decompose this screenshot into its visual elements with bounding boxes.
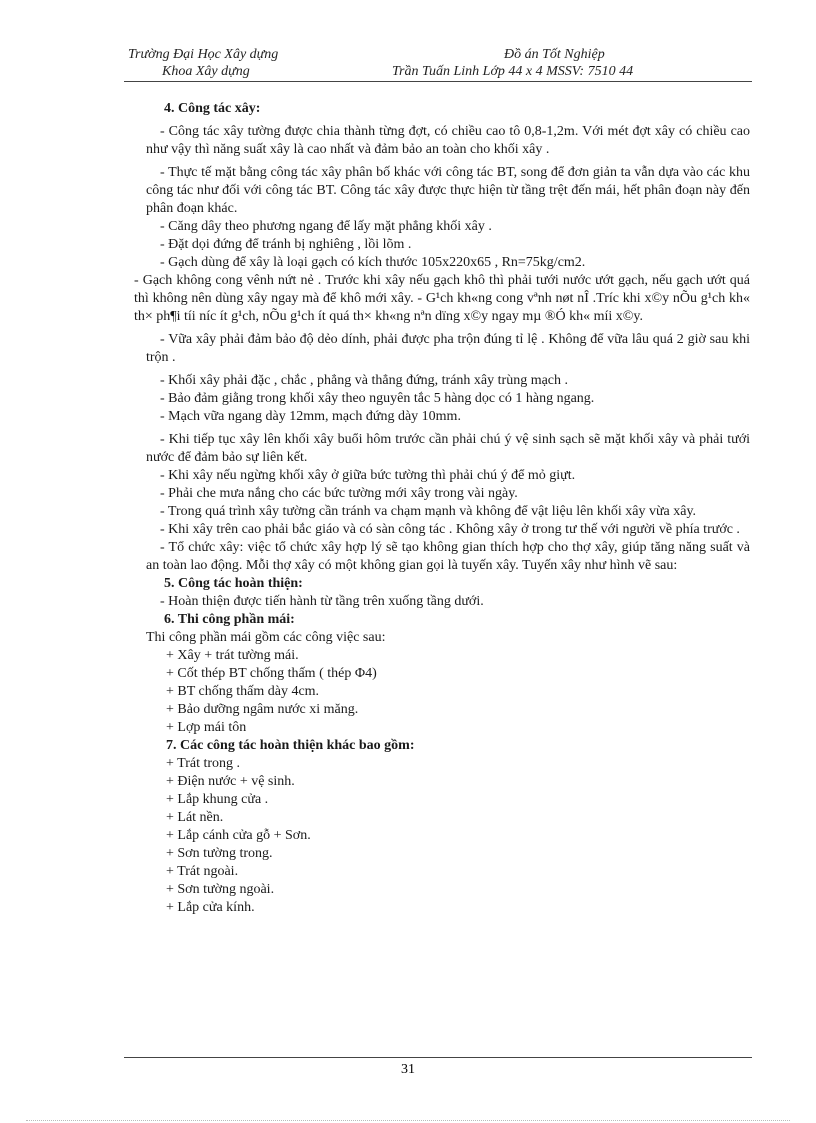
page-edge-divider xyxy=(26,1120,790,1121)
document-body xyxy=(134,100,750,917)
paragraph: - Công tác xây tường được chia thành từng đợt, có chiều cao tô 0,8-1,2m. Với mét đợt xây có chiều cao như vậy thì năng suất xây là cao nhất và đảm bảo an toàn cho khối xây . xyxy=(146,124,750,157)
paragraph: - Khi tiếp tục xây lên khối xây buổi hôm trước cần phải chú ý vệ sinh sạch sẽ mặt khối xây và phải tưới nước để đảm bảo sự liên kết. xyxy=(146,432,750,465)
paragraph: - Vữa xây phải đảm bảo độ dẻo dính, phải được pha trộn đúng tỉ lệ . Không để vữa lâu quá 2 giờ sau khi trộn . xyxy=(146,332,750,365)
paragraph: - Đặt dọi đứng để tránh bị nghiêng , lồi lõm . xyxy=(160,237,412,252)
list-item: + Trát trong . xyxy=(166,756,241,771)
paragraph: - Căng dây theo phương ngang để lấy mặt phẳng khối xây . xyxy=(160,219,492,234)
list-item: + Lợp mái tôn xyxy=(166,720,247,735)
paragraph: - Phải che mưa nắng cho các bức tường mới xây trong vài ngày. xyxy=(160,486,518,501)
header-project: Đồ án Tốt Nghiệp xyxy=(504,47,605,62)
paragraph: - Mạch vữa ngang dày 12mm, mạch đứng dày 10mm. xyxy=(160,409,461,424)
section-6-title: 6. Thi công phần mái: xyxy=(164,612,295,627)
section-4-title: 4. Công tác xây: xyxy=(164,101,261,116)
list-item: + Sơn tường ngoài. xyxy=(166,882,275,897)
header-rule xyxy=(124,81,752,82)
list-item: + BT chống thấm dày 4cm. xyxy=(166,684,320,699)
paragraph: - Gạch dùng để xây là loại gạch có kích thước 105x220x65 , Rn=75kg/cm2. xyxy=(160,255,586,270)
paragraph: - Bảo đảm giằng trong khối xây theo nguyên tắc 5 hàng dọc có 1 hàng ngang. xyxy=(160,391,595,406)
list-item: + Lắp cửa kính. xyxy=(166,900,255,915)
list-item: + Lát nền. xyxy=(166,810,224,825)
list-item: + Bảo dưỡng ngâm nước xi măng. xyxy=(166,702,359,717)
header-school: Trường Đại Học Xây dựng xyxy=(128,47,279,62)
paragraph: - Khi xây nếu ngừng khối xây ở giữa bức tường thì phải chú ý để mỏ giựt. xyxy=(160,468,576,483)
header-student: Trần Tuấn Linh Lớp 44 x 4 MSSV: 7510 44 xyxy=(392,64,634,79)
paragraph: - Khối xây phải đặc , chắc , phẳng và thẳng đứng, tránh xây trùng mạch . xyxy=(160,373,569,388)
paragraph: - Thực tế mặt bằng công tác xây phân bố khác với công tác BT, song để đơn giản ta vẫn dựa vào các khu công tác như đối với công tác BT. Công tác xây được thực hiện từ tầng trệt đến mái, hết phân đoạn này đến phân đoạn khác. xyxy=(146,165,750,216)
section-7-title: 7. Các công tác hoàn thiện khác bao gồm: xyxy=(166,738,415,753)
header-faculty: Khoa Xây dựng xyxy=(162,64,250,79)
list-item: + Lắp khung cửa . xyxy=(166,792,269,807)
page-number: 31 xyxy=(401,1062,415,1077)
footer-rule xyxy=(124,1057,752,1058)
section-5-title: 5. Công tác hoàn thiện: xyxy=(164,576,303,591)
list-item: + Cốt thép BT chống thấm ( thép Φ4) xyxy=(166,666,377,681)
list-item: + Sơn tường trong. xyxy=(166,846,273,861)
paragraph: - Trong quá trình xây tường cần tránh va chạm mạnh và không để vật liệu lên khối xây vừa xây. xyxy=(160,504,697,519)
paragraph: - Khi xây trên cao phải bắc giáo và có sàn công tác . Không xây ở trong tư thế với người về phía trước . xyxy=(160,522,740,537)
paragraph: - Tổ chức xây: việc tổ chức xây hợp lý sẽ tạo không gian thích hợp cho thợ xây, giúp tăng năng suất và an toàn lao động. Mỗi thợ xây có một không gian gọi là tuyến xây. Tuyến xây như hình vẽ sau: xyxy=(146,540,750,573)
paragraph: - Gạch không cong vênh nứt nẻ . Trước khi xây nếu gạch khô thì phải tưới nước ướt gạch, nếu gạch ướt quá thì không nên dùng xây ngay mà để khô mới xây. - G¹ch kh«ng cong vªnh nøt nÎ .Tríc khi x©y nÕu g¹ch kh« th× ph¶i tíi níc ít g¹ch, nÕu g¹ch ít quá th× kh«ng nªn dïng x©y ngay mµ ®Ó kh« míi x©y. xyxy=(134,273,750,324)
list-item: + Lắp cánh cửa gỗ + Sơn. xyxy=(166,828,311,843)
list-item: + Trát ngoài. xyxy=(166,864,239,879)
section-6-lead: Thi công phần mái gồm các công việc sau: xyxy=(146,630,386,645)
paragraph: - Hoàn thiện được tiến hành từ tầng trên xuống tầng dưới. xyxy=(160,594,484,609)
list-item: + Xây + trát tường mái. xyxy=(166,648,299,663)
list-item: + Điện nước + vệ sinh. xyxy=(166,774,295,789)
